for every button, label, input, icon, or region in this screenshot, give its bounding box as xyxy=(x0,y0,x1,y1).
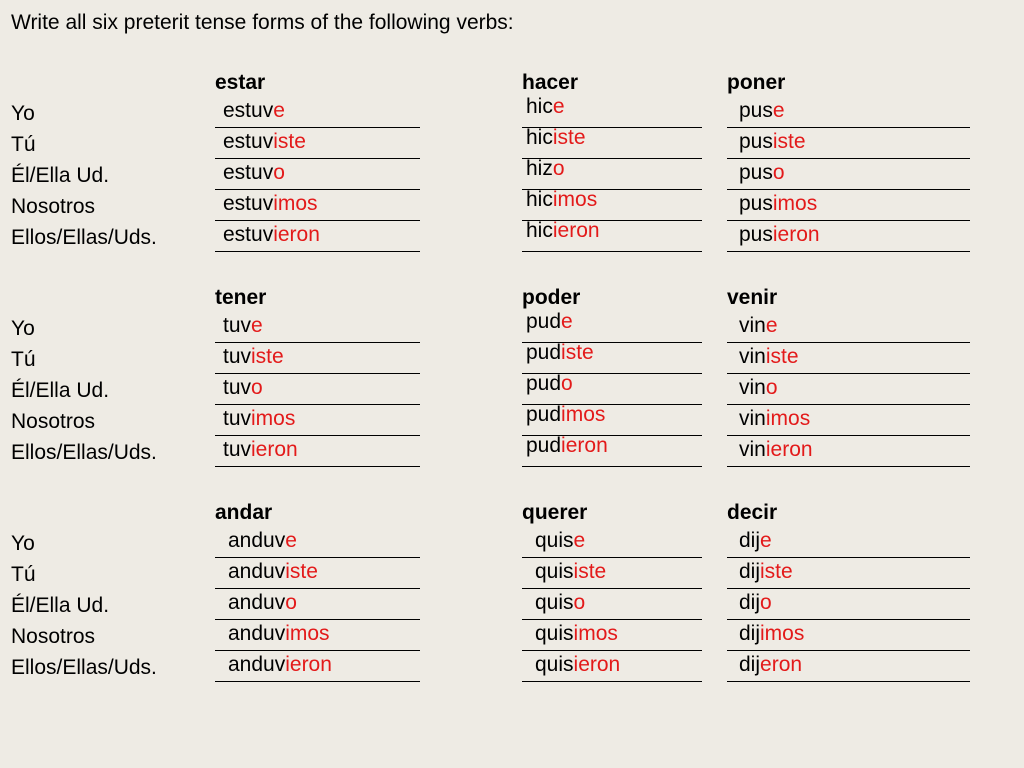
conjugated-form xyxy=(739,590,772,616)
verb-ending: e xyxy=(573,529,586,552)
verb-stem: dij xyxy=(739,622,761,645)
conjugated-form xyxy=(223,313,263,339)
conjugated-form xyxy=(223,222,320,248)
verb-stem: anduv xyxy=(228,529,286,552)
pronoun-label: Yo xyxy=(11,102,35,125)
verb-ending: iste xyxy=(573,560,607,583)
verb-stem: estuv xyxy=(223,130,274,153)
verb-ending: ieron xyxy=(765,438,813,461)
conjugated-form xyxy=(223,160,285,186)
conjugated-form xyxy=(223,344,284,370)
verb-infinitive-venir: venir xyxy=(727,286,778,309)
verb-stem: pud xyxy=(526,372,562,395)
conjugated-form xyxy=(535,621,618,647)
verb-ending: iste xyxy=(251,345,284,368)
conjugated-form xyxy=(739,621,804,647)
pronoun-label: Nosotros xyxy=(11,410,96,433)
verb-infinitive-estar: estar xyxy=(215,71,266,94)
verb-ending: imos xyxy=(552,188,598,211)
conjugated-form xyxy=(223,437,298,463)
verb-ending: o xyxy=(573,591,586,614)
verb-ending: eron xyxy=(760,653,803,676)
verb-stem: tuv xyxy=(223,376,252,399)
pronoun-label: Yo xyxy=(11,532,35,555)
verb-ending: o xyxy=(273,161,285,184)
verb-stem: estuv xyxy=(223,99,274,122)
conjugated-form xyxy=(526,340,594,366)
verb-ending: o xyxy=(251,376,263,399)
verb-stem: pus xyxy=(739,223,773,246)
verb-stem: dij xyxy=(739,529,761,552)
conjugated-form xyxy=(535,590,585,616)
verb-stem: hic xyxy=(526,95,553,118)
verb-ending: o xyxy=(772,161,785,184)
verb-stem: dij xyxy=(739,560,761,583)
conjugated-form xyxy=(228,652,332,678)
verb-infinitive-querer: querer xyxy=(522,501,588,524)
verb-stem: anduv xyxy=(228,560,286,583)
pronoun-label: Él/Ella Ud. xyxy=(11,379,110,402)
verb-ending: imos xyxy=(772,192,818,215)
verb-ending: e xyxy=(273,99,285,122)
verb-stem: estuv xyxy=(223,223,274,246)
verb-ending: iste xyxy=(273,130,306,153)
pronoun-label: Nosotros xyxy=(11,625,96,648)
verb-stem: quis xyxy=(535,622,574,645)
verb-ending: o xyxy=(760,591,772,614)
verb-stem: tuv xyxy=(223,345,252,368)
conjugated-form xyxy=(223,375,263,401)
verb-stem: quis xyxy=(535,591,574,614)
conjugated-form xyxy=(223,98,285,124)
verb-ending: ieron xyxy=(772,223,820,246)
verb-infinitive-poder: poder xyxy=(522,286,581,309)
verb-ending: ieron xyxy=(285,653,332,676)
verb-ending: iste xyxy=(772,130,806,153)
verb-stem: dij xyxy=(739,591,761,614)
conjugated-form xyxy=(526,94,565,120)
conjugated-form xyxy=(228,590,297,616)
verb-ending: iste xyxy=(561,341,594,364)
verb-stem: tuv xyxy=(223,438,252,461)
instruction-text: Write all six preterit tense forms of the following verbs: xyxy=(11,11,514,34)
verb-stem: hic xyxy=(526,219,553,242)
verb-stem: tuv xyxy=(223,407,252,430)
verb-ending: ieron xyxy=(251,438,298,461)
conjugated-form xyxy=(739,406,810,432)
pronoun-label: Tú xyxy=(11,133,36,156)
conjugated-form xyxy=(526,433,608,459)
conjugated-form xyxy=(739,528,772,554)
pronoun-label: Ellos/Ellas/Uds. xyxy=(11,441,157,464)
verb-stem: tuv xyxy=(223,314,252,337)
conjugated-form xyxy=(223,129,306,155)
verb-ending: e xyxy=(772,99,785,122)
verb-stem: hic xyxy=(526,126,553,149)
conjugated-form xyxy=(739,313,778,339)
verb-ending: imos xyxy=(273,192,318,215)
conjugated-form xyxy=(739,652,802,678)
pronoun-label: Tú xyxy=(11,563,36,586)
conjugated-form xyxy=(228,528,297,554)
conjugated-form xyxy=(223,406,295,432)
verb-ending: iste xyxy=(765,345,799,368)
verb-ending: o xyxy=(552,157,565,180)
verb-infinitive-decir: decir xyxy=(727,501,778,524)
conjugated-form xyxy=(526,218,600,244)
verb-infinitive-hacer: hacer xyxy=(522,71,579,94)
verb-stem: vin xyxy=(739,345,766,368)
pronoun-label: Ellos/Ellas/Uds. xyxy=(11,656,157,679)
verb-ending: ieron xyxy=(552,219,600,242)
conjugated-form xyxy=(739,191,817,217)
verb-infinitive-poner: poner xyxy=(727,71,786,94)
conjugated-form xyxy=(223,191,318,217)
verb-stem: pus xyxy=(739,192,773,215)
verb-stem: dij xyxy=(739,653,761,676)
verb-ending: o xyxy=(285,591,297,614)
verb-stem: quis xyxy=(535,529,574,552)
conjugated-form xyxy=(739,160,785,186)
verb-stem: vin xyxy=(739,314,766,337)
verb-ending: iste xyxy=(285,560,318,583)
verb-stem: pud xyxy=(526,341,562,364)
conjugated-form xyxy=(739,222,820,248)
verb-infinitive-andar: andar xyxy=(215,501,273,524)
verb-ending: imos xyxy=(765,407,811,430)
verb-stem: pus xyxy=(739,130,773,153)
verb-stem: pud xyxy=(526,403,562,426)
pronoun-label: Nosotros xyxy=(11,195,96,218)
verb-infinitive-tener: tener xyxy=(215,286,267,309)
conjugated-form xyxy=(526,402,605,428)
conjugated-form xyxy=(526,371,573,397)
verb-stem: vin xyxy=(739,376,766,399)
verb-stem: anduv xyxy=(228,653,286,676)
verb-stem: estuv xyxy=(223,161,274,184)
conjugated-form xyxy=(739,98,785,124)
conjugated-form xyxy=(739,129,806,155)
conjugated-form xyxy=(739,344,799,370)
verb-ending: o xyxy=(561,372,573,395)
verb-stem: pus xyxy=(739,99,773,122)
verb-stem: pud xyxy=(526,310,562,333)
conjugated-form xyxy=(526,309,573,335)
conjugated-form xyxy=(739,375,778,401)
verb-ending: ieron xyxy=(273,223,320,246)
pronoun-label: Tú xyxy=(11,348,36,371)
verb-ending: ieron xyxy=(573,653,621,676)
verb-ending: e xyxy=(552,95,565,118)
verb-ending: imos xyxy=(760,622,805,645)
pronoun-label: Él/Ella Ud. xyxy=(11,594,110,617)
pronoun-label: Él/Ella Ud. xyxy=(11,164,110,187)
conjugated-form xyxy=(228,621,330,647)
conjugated-form xyxy=(535,559,606,585)
conjugated-form xyxy=(228,559,318,585)
verb-stem: hic xyxy=(526,188,553,211)
verb-stem: hiz xyxy=(526,157,553,180)
verb-ending: imos xyxy=(285,622,330,645)
verb-stem: anduv xyxy=(228,591,286,614)
verb-stem: vin xyxy=(739,438,766,461)
conjugated-form xyxy=(535,528,585,554)
pronoun-label: Yo xyxy=(11,317,35,340)
verb-stem: quis xyxy=(535,560,574,583)
verb-ending: iste xyxy=(760,560,793,583)
verb-ending: imos xyxy=(561,403,606,426)
verb-ending: e xyxy=(561,310,573,333)
verb-ending: e xyxy=(285,529,297,552)
verb-ending: e xyxy=(251,314,263,337)
verb-ending: o xyxy=(765,376,778,399)
conjugated-form xyxy=(526,187,597,213)
conjugated-form xyxy=(739,559,793,585)
verb-ending: e xyxy=(760,529,772,552)
verb-ending: iste xyxy=(552,126,586,149)
verb-stem: anduv xyxy=(228,622,286,645)
verb-ending: imos xyxy=(573,622,618,645)
verb-ending: imos xyxy=(251,407,296,430)
verb-stem: pus xyxy=(739,161,773,184)
conjugated-form xyxy=(526,156,565,182)
verb-stem: estuv xyxy=(223,192,274,215)
conjugated-form xyxy=(535,652,620,678)
verb-stem: pud xyxy=(526,434,562,457)
verb-stem: vin xyxy=(739,407,766,430)
verb-ending: e xyxy=(765,314,778,337)
conjugated-form xyxy=(739,437,813,463)
verb-stem: quis xyxy=(535,653,574,676)
verb-ending: ieron xyxy=(561,434,608,457)
pronoun-label: Ellos/Ellas/Uds. xyxy=(11,226,157,249)
conjugated-form xyxy=(526,125,586,151)
